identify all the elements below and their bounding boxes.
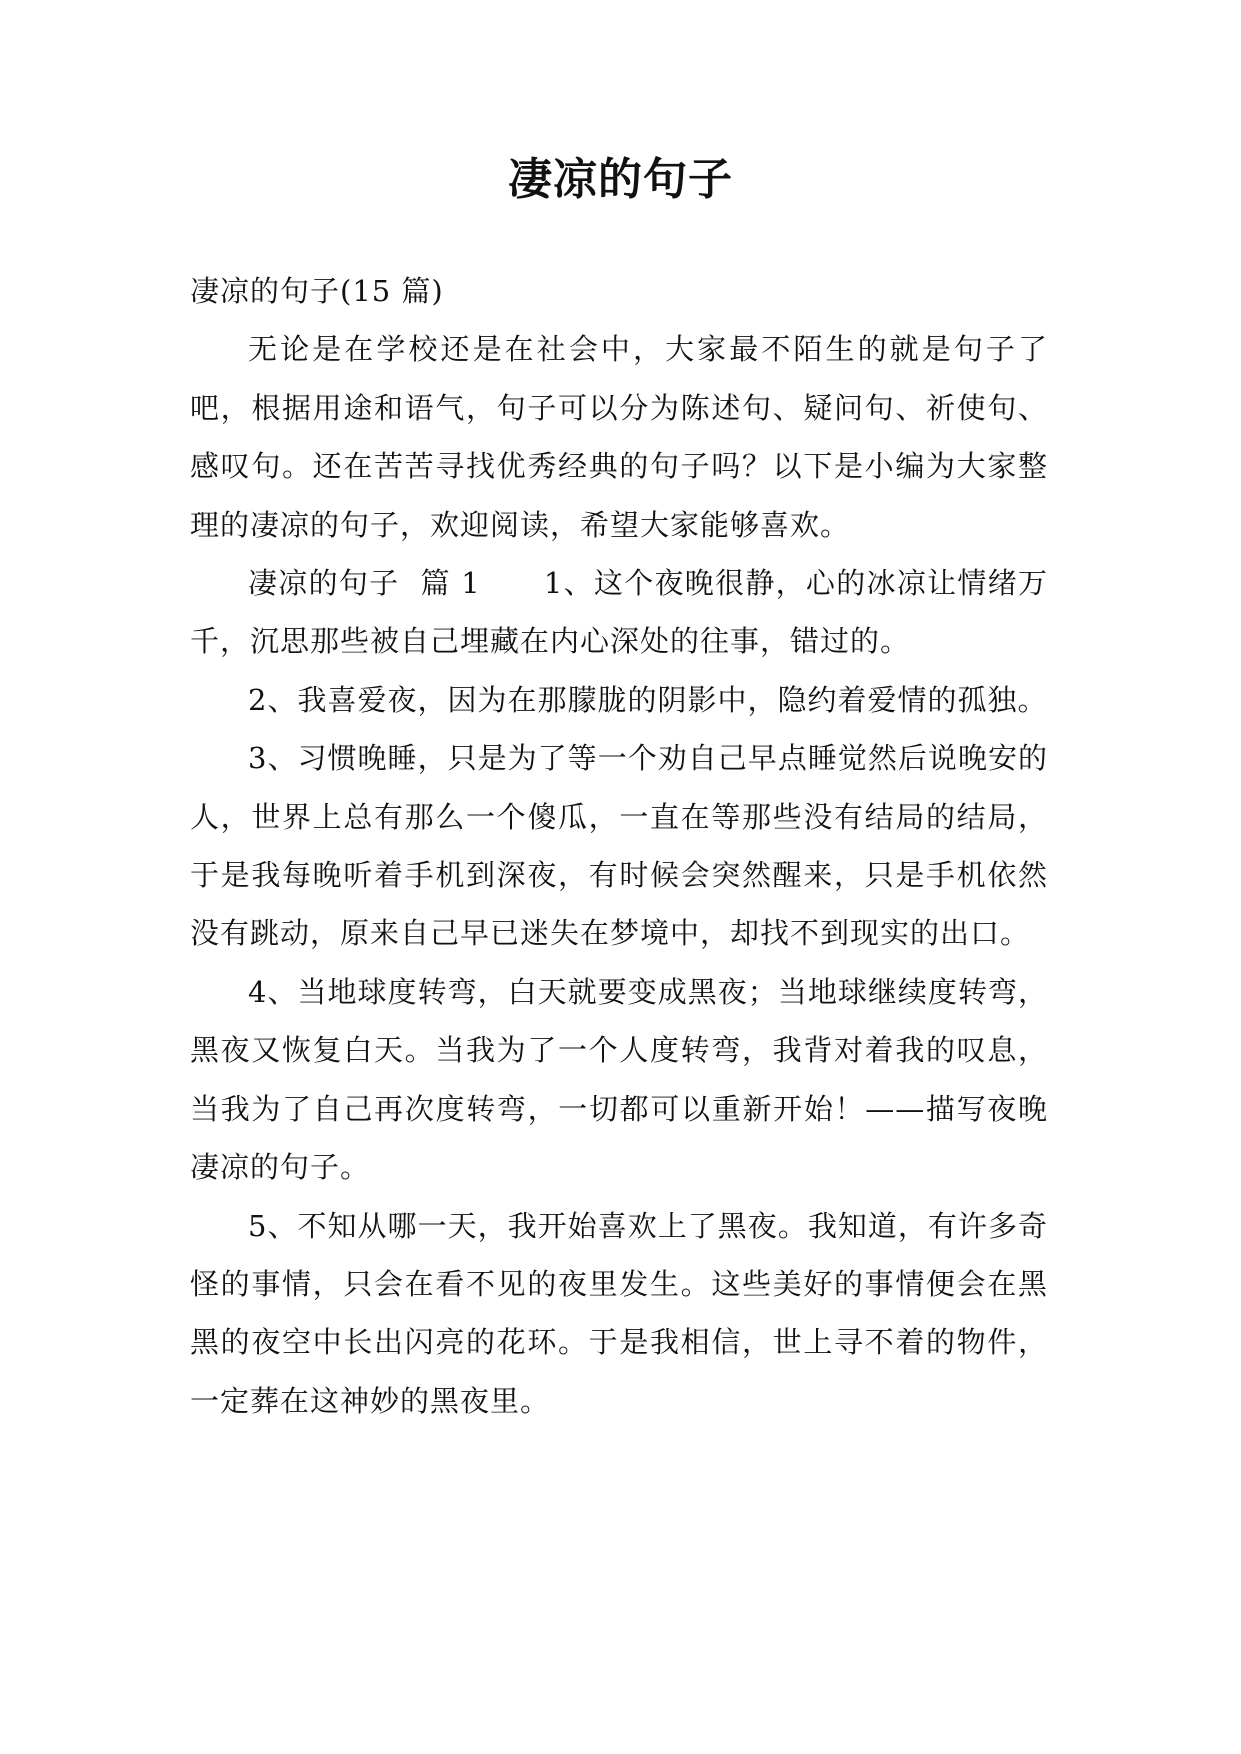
paragraph-item-2: 2、我喜爱夜，因为在那朦胧的阴影中，隐约着爱情的孤独。	[248, 682, 1048, 717]
paragraph-item-4: 4、当地球度转弯，白天就要变成黑夜；当地球继续度转弯，黑夜又恢复白天。当我为了一个人度转弯，我背对着我的叹息，当我为了自己再次度转弯，一切都可以重新开始！——描写夜晚凄凉的句子。	[190, 974, 1048, 1185]
document-subtitle: 凄凉的句子(15 篇)	[190, 274, 444, 308]
page-title: 凄凉的句子	[508, 154, 733, 205]
paragraph-item-5: 5、不知从哪一天，我开始喜欢上了黑夜。我知道，有许多奇怪的事情，只会在看不见的夜里发生。这些美好的事情便会在黑黑的夜空中长出闪亮的花环。于是我相信，世上寻不着的物件，一定葬在这神妙的黑夜里。	[190, 1208, 1048, 1418]
document-body	[190, 262, 1048, 1430]
paragraph-section-1: 凄凉的句子 篇 1 1、这个夜晚很静，心的冰凉让情绪万千，沉思那些被自己埋藏在内心深处的往事，错过的。	[190, 566, 1048, 659]
intro-paragraph: 无论是在学校还是在社会中，大家最不陌生的就是句子了吧，根据用途和语气，句子可以分为陈述句、疑问句、祈使句、感叹句。还在苦苦寻找优秀经典的句子吗？以下是小编为大家整理的凄凉的句子，欢迎阅读，希望大家能够喜欢。	[190, 332, 1048, 542]
paragraph-item-3: 3、习惯晚睡，只是为了等一个劝自己早点睡觉然后说晚安的人，世界上总有那么一个傻瓜，一直在等那些没有结局的结局，于是我每晚听着手机到深夜，有时候会突然醒来，只是手机依然没有跳动，原来自己早已迷失在梦境中，却找不到现实的出口。	[190, 741, 1048, 951]
